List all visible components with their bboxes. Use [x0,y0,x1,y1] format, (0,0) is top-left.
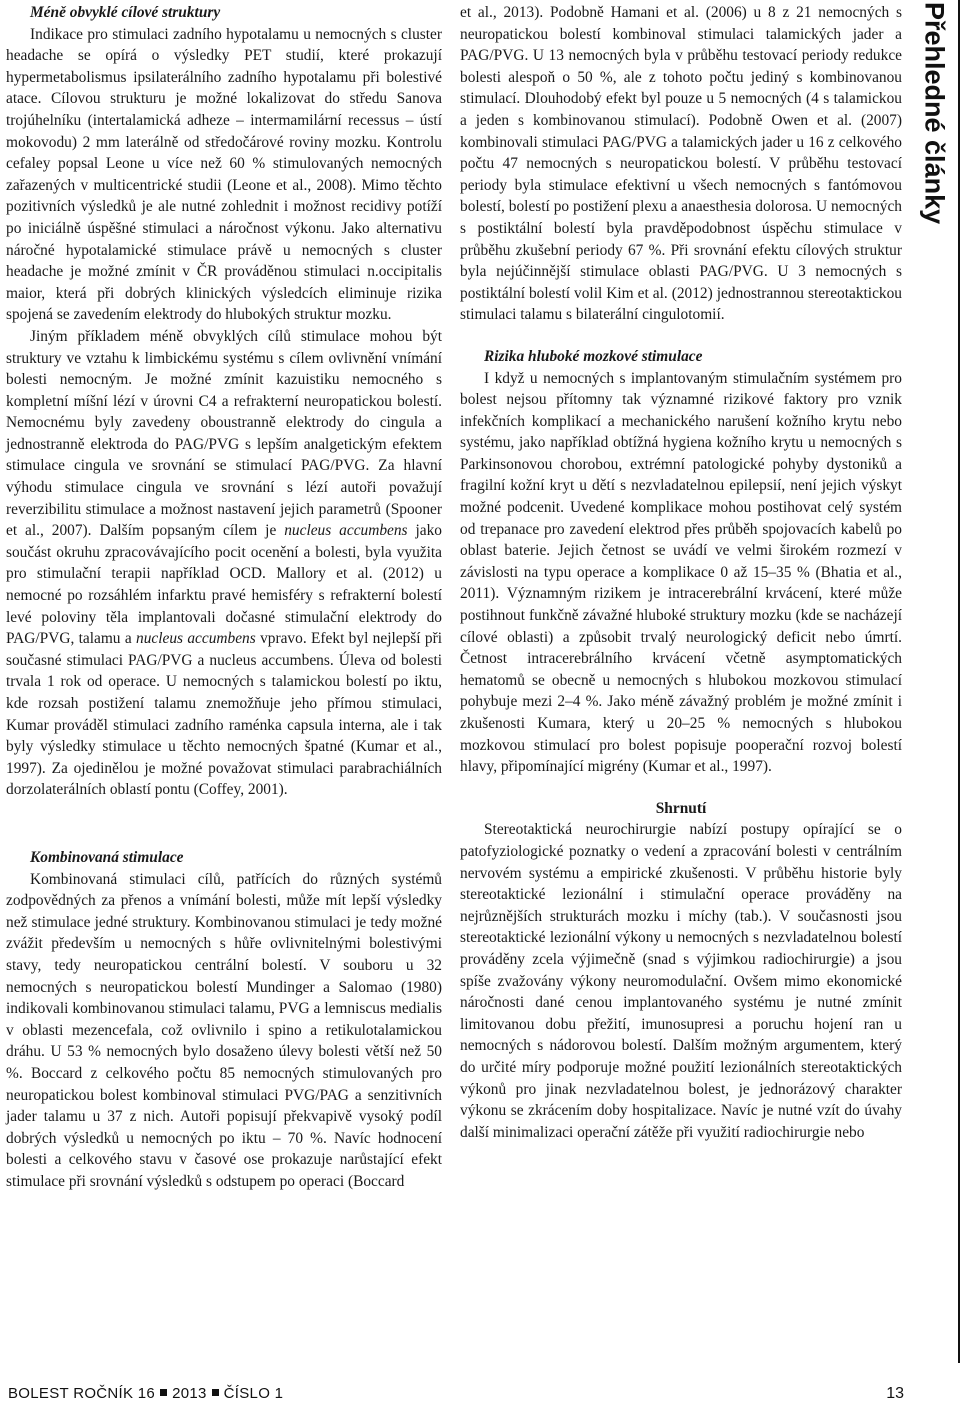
paragraph: Indikace pro stimulaci zadního hypotalamu u nemocných s cluster headache se opírá o výsledky PET studií, které prokazují hypermetabolismus ipsilaterálního zadního hypotalamu při bolestivé atace. Cílovou strukturu je možné lokalizovat do středu Sanova trojúhelníku (intertalamická adheze – intermamilární recessus – ústí mokovodu) 2 mm laterálně od středočárové roviny mozku. Kontrolu cefaley popsal Leone u více než 60 % stimulovaných nemocných zařazených v multicentrické studii (Leone et al., 2008). Mimo těchto pozitivních výsledků je ale nutné zohlednit i možnost recidivy potíží po iniciálně úspěšné stimulaci a náročnost výkonu. Jako alternativu náročné hypotalamické stimulace právě u nemocných s cluster headache je možné zmínit v ČR prováděnou stimulaci n.occipitalis maior, která při dobrých klinických výsledcích eliminuje rizika spojená se zavedením elektrody do hlubokých struktur mozku. [6,25,442,324]
side-label-text: Přehledné články [919,2,950,225]
paragraph: Stereotaktická neurochirurgie nabízí postupy opírající se o patofyziologické poznatky o vedení a zpracování bolesti v centrálním nervovém systému a empirické zkušenosti. V průběhu historie byly stereotaktické lezionální i stimulační operace prováděny na nejrůznějších strukturách mozku i míchy (tab.). V současnosti jsou stereotaktické lezionální výkony u nemocných s nezvladatelnou bolestí prováděny zcela výjimečně (snad s výjimkou radiochirurgie) a jsou spíše zvažovány výkony neuromodulační. Ovšem mimo ekonomické náročnosti dané cenou implantovaného systému je nutné zmínit limitovanou dobu přežití, imunosupresi a poruchu hojení ran u nemocných s nádorovou bolestí. Dalším možným argumentem, který do určité míry podporuje možné použití lezionálních stereotaktických výkonů pro jinak nezvladatelnou bolest, je jednorázový charakter výkonu se zkrácením doby hospitalizace. Navíc je nutné vzít do úvahy další minimalizaci operační zátěže při využití radiochirurgie nebo [460,821,902,1141]
text-run: vpravo. Efekt byl nejlepší při současné stimulaci PAG/PVG a nucleus accumbens. Úleva od bolesti trvala 1 rok od operace. U nemocných s talamickou bolestí po iktu, kde rozsah postižení talamu znemožňuje jeho přímou stimulaci, Kumar prováděl stimulaci zadního raménka capsula interna, ale i tak byly výsledky stimulace u těchto nemocných špatné (Kumar et al., 1997). Za ojedinělou je možné považovat stimulaci parabrachiálních dorzolaterálních oblastí pontu (Coffey, 2001). [6,630,442,799]
section-heading-combined-stimulation: Kombinovaná stimulace [30,848,184,866]
page-footer [0,1381,960,1408]
italic-term: nucleus accumbens [136,630,256,648]
left-column [6,2,442,1192]
issue: ČÍSLO 1 [223,1385,284,1402]
paragraph [6,326,442,801]
section-heading-uncommon-targets: Méně obvyklé cílové struktury [30,4,221,21]
journal-info [8,1385,283,1402]
text-run: Jiným příkladem méně obvyklých cílů stimulace mohou být struktury ve vztahu k limbickému systému s cílem ovlivnění vnímání bolesti nemocným. Je možné zmínit kazuistiku nemocného s kompletní míšní lézí v úrovni C4 a refrakterní neuropatickou bolestí. Nemocnému byly zavedeny oboustranně elektrody do cingula a jednostranně elektroda do PAG/PVG s lepším analgetickým efektem stimulace cingula ve srovnání se stimulací PAG/PVG. Za hlavní výhodu stimulace cingula ve srovnání s lézí autoři považují reverzibilitu stimulace a možnost nastavení jejich parametrů (Spooner et al., 2007). Dalším popsaným cílem je [6,327,442,540]
square-bullet-icon [160,1389,167,1396]
section-heading-dbs-risks: Rizika hluboké mozkové stimulace [484,347,703,365]
paragraph: Kombinovaná stimulaci cílů, patřících do různých systémů zodpovědných za přenos a vnímání bolesti, může mít lepší výsledky než stimulace jedné struktury. Kombinovanou stimulaci je tedy možné zvážit především u nemocných s hůře ovlivnitelnými bolestivými stavy, tedy neuropatickou centrální bolestí. V souboru u 32 nemocných s neuropatickou bolestí Mundinger a Salomao (1980) indikovali kombinovanou stimulaci talamu, PVG a lemniscus medialis v oblasti mezencefala, což ovlivnilo i spino a retikulotalamickou dráhu. U 53 % nemocných bylo dosaženo úlevy bolesti větší než 50 %. Boccard z celkového počtu 85 nemocných stimulovaných pro neuropatickou bolest kombinoval stimulaci PVG/PAG a senzitivních jader talamu u 37 z nich. Autoři popisují překvapivě vysoký podíl dobrých výsledků u nemocných po iktu – 70 %. Navíc hodnocení bolesti a celkového stavu v časové ose prokazuje narůstající efekt stimulace při srovnání výsledků s odstupem po operaci (Boccard [6,870,442,1190]
square-bullet-icon [212,1389,219,1396]
paragraph: et al., 2013). Podobně Hamani et al. (2006) u 8 z 21 nemocných s neuropatickou bolestí kombinoval stimulaci talamických jader a PAG/PVG. U 13 nemocných byla v průběhu testovací periody redukce bolesti alespoň o 50 %, ale z tohoto počtu jediný s kombinovanou stimulací. Dlouhodobý efekt byl pouze u 5 nemocných (4 s talamickou a jeden s kombinovanou stimulací). Podobně Owen et al. (2007) kombinovali stimulaci PAG/PVG a talamických jader u 16 z celkového počtu 47 nemocných s neuropatickou bolestí. V průběhu testovací periody byla stimulace efektivní u všech nemocných s fantómovou bolestí, bolestí po postižení plexu a anaesthesia dolorosa. U nemocných s postiktální bolestí byla pravděpodobnost úspěchu stimulace v průběhu zkušební periody 67 %. Při srovnání efektu cílových struktur byla nejúčinnější stimulace oblasti PAG/PVG. U 3 nemocných s postiktální bolestí volil Kim et al. (2012) jednostrannou stereotaktickou stimulaci talamu s bilaterální cingulotomií. [460,4,902,324]
section-heading-summary: Shrnutí [655,799,707,817]
text-run: jako součást okruhu zpracovávajícího pocit ocenění a bolesti, byla využita pro stimulační terapii například OCD. Mallory et al. (2012) u nemocné po rozsáhlém infarktu pravé hemisféry s refrakterní bolestí levé poloviny těla implantovali dočasné stimulační elektrody do PAG/PVG, talamu a [6,522,442,648]
volume: ROČNÍK 16 [73,1385,156,1402]
right-column [460,2,902,1143]
paragraph: I když u nemocných s implantovaným stimulačním systémem pro bolest nejsou přítomny tak významné rizikové faktory pro vznik infekčních komplikací a mechanického narušení kožního krytu nebo systému, jako například obtížná hygiena kožního krytu u nemocných s Parkinsonovou chorobou, extrémní patologické pohyby dystoniků a fragilní kožní kryt u dětí s nezvladatelnou epilepsií, není jejich výskyt možné podcenit. Uvedené komplikace mohou postihovat celý systém od trepanace pro zavedení elektrod přes průběh spojovacích kabelů po oblast baterie. Jejich četnost se uvádí ve velmi širokém rozmezí v závislosti na typu operace a komplikace 0 až 15–35 % (Bhatia et al., 2011). Významným rizikem je intracerebrální krvácení, které může postihnout funkčně závažné hluboké struktury mozku (kde se nacházejí cílové oblasti) a způsobit trvalý neurologický deficit nebo úmrtí. Četnost intracerebrálního krvácení včetně asymptomatických hematomů se obecně u nemocných s hlubokou mozkovou stimulací pohybuje mezi 2–4 %. Jako méně závažný problém je možné zmínit i zkušenosti Kumara, který u 20–25 % nemocných s hlubokou mozkovou stimulací pro bolest popisuje pooperační rozvoj bolestí hlavy, připomínající migrény (Kumar et al., 1997). [460,369,902,776]
italic-term: nucleus accumbens [284,522,408,540]
section-side-label [910,2,958,302]
page-number: 13 [886,1385,904,1402]
journal-name: BOLEST [8,1385,69,1402]
year: 2013 [172,1385,207,1402]
